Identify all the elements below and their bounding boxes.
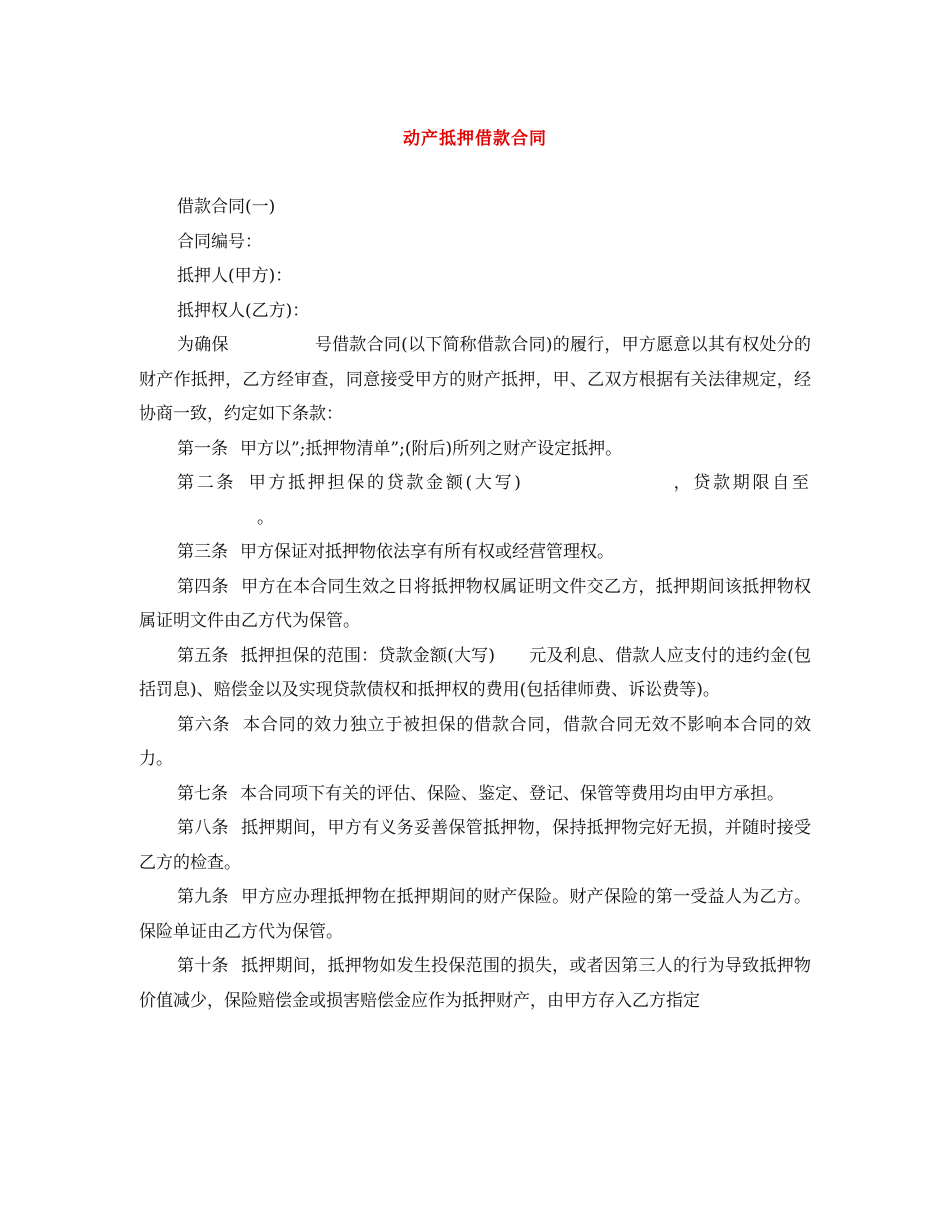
article-number: 第七条	[177, 783, 228, 804]
article-number: 第二条	[177, 473, 237, 493]
article-1	[139, 432, 811, 467]
article-number: 第六条	[177, 714, 231, 735]
preamble-paragraph	[139, 328, 811, 432]
article-text: ，贷款期限自至	[673, 473, 812, 493]
article-text: 。	[257, 507, 277, 528]
article-text: 抵押期间，抵押物如发生投保范围的损失，或者因第三人的行为导致抵押物价值减少，保险赔偿金或损害赔偿金应作为抵押财产，由甲方存入乙方指定	[139, 956, 812, 1011]
article-8	[139, 811, 811, 880]
article-text: 甲方在本合同生效之日将抵押物权属证明文件交乙方，抵押期间该抵押物权属证明文件由乙方代为保管。	[139, 576, 812, 631]
article-text: 甲方保证对抵押物依法享有所有权或经营管理权。	[240, 542, 614, 562]
article-number: 第一条	[177, 438, 228, 459]
article-text: 甲方应办理抵押物在抵押期间的财产保险。财产保险的第一受益人为乙方。保险单证由乙方代为保管。	[139, 887, 812, 942]
article-number: 第九条	[177, 887, 229, 907]
header-line-contract-number: 合同编号：	[177, 231, 262, 252]
article-text: 抵押担保的范围：贷款金额(大写)	[240, 645, 496, 666]
article-9	[139, 880, 811, 949]
article-number: 第三条	[177, 542, 228, 562]
document-body	[139, 190, 811, 1018]
article-10	[139, 949, 811, 1018]
article-3	[139, 535, 811, 570]
article-5	[139, 639, 811, 708]
header-line-mortgagee: 抵押权人(乙方)：	[177, 300, 310, 321]
preamble-text-rest: 号借款合同(以下简称借款合同)的履行，甲方愿意以其有权处分的财产作抵押，乙方经审查，同意接受甲方的财产抵押，甲、乙双方根据有关法律规定，经协商一致，约定如下条款：	[139, 335, 811, 424]
article-number: 第四条	[177, 576, 229, 597]
article-7	[139, 777, 811, 812]
article-4	[139, 570, 811, 639]
article-text: 甲方抵押担保的贷款金额(大写)	[248, 473, 524, 493]
article-6	[139, 708, 811, 777]
preamble-text-start: 为确保	[177, 335, 229, 355]
article-number: 第八条	[177, 818, 229, 838]
article-text: 本合同的效力独立于被担保的借款合同，借款合同无效不影响本合同的效力。	[139, 714, 812, 769]
header-line-mortgagor: 抵押人(甲方)：	[177, 266, 293, 286]
article-number: 第五条	[177, 645, 229, 666]
header-line-contract-label: 借款合同(一)	[177, 197, 276, 217]
article-text: 本合同项下有关的评估、保险、鉴定、登记、保管等费用均由甲方承担。	[240, 783, 784, 804]
article-2	[139, 466, 811, 535]
article-text: 甲方以”;抵押物清单”;(附后)所列之财产设定抵押。	[240, 438, 623, 459]
document-title: 动产抵押借款合同	[403, 129, 547, 149]
article-text: 元及利息、借款人应支付的违约金(包括罚息)、赔偿金以及实现贷款债权和抵押权的费用(包括律师费、诉讼费等)。	[139, 645, 811, 700]
article-text: 抵押期间，甲方有义务妥善保管抵押物，保持抵押物完好无损，并随时接受乙方的检查。	[139, 818, 812, 873]
article-number: 第十条	[177, 956, 229, 976]
